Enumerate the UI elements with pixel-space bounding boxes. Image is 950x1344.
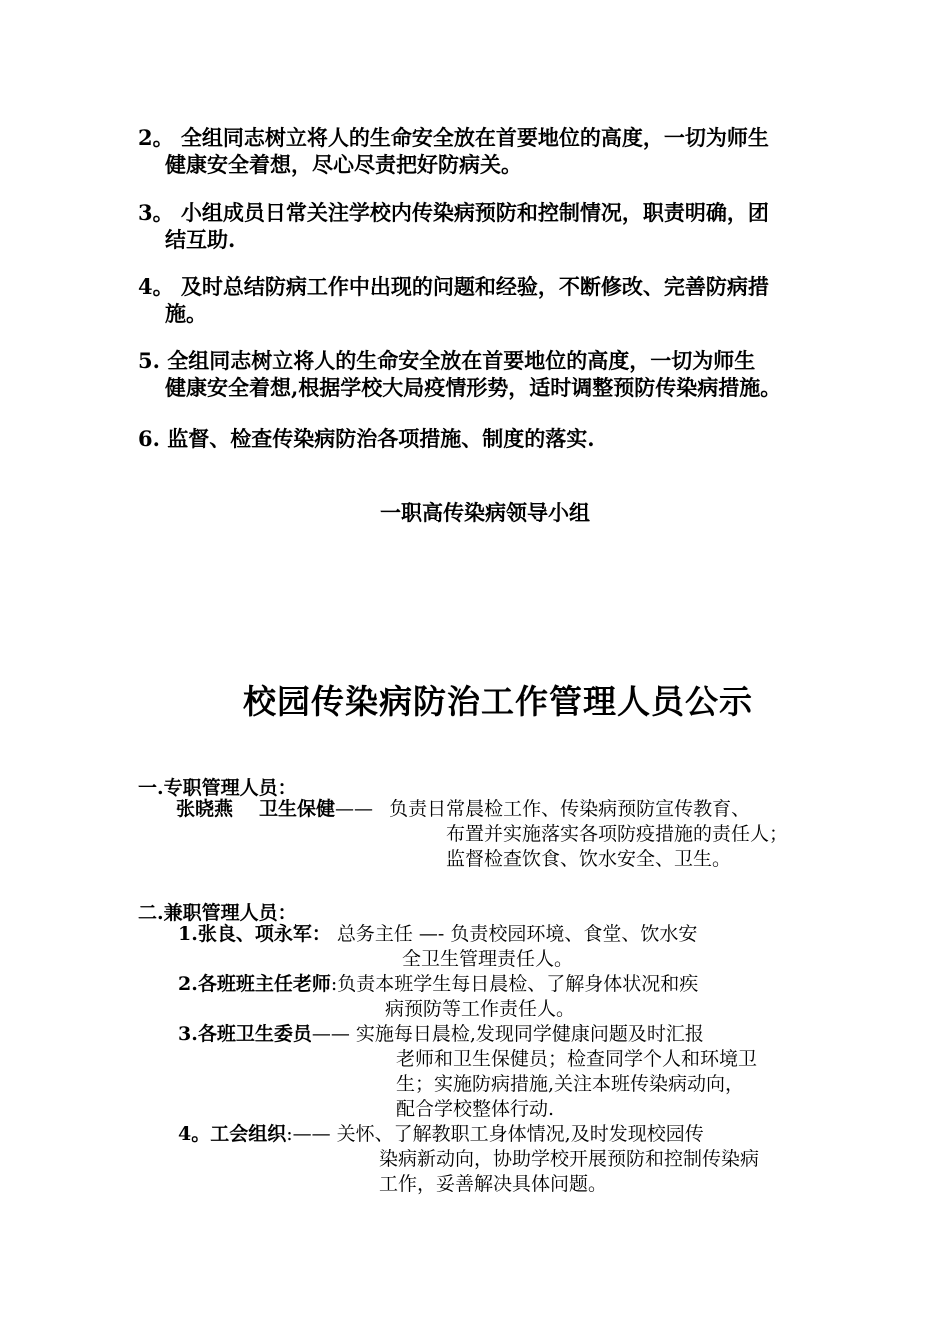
- list-item: [138, 124, 769, 178]
- duty-text: 老师和卫生保健员；检查同学个人和环境卫: [396, 1048, 758, 1070]
- duty-text: 工作，妥善解决具体问题。: [379, 1173, 608, 1195]
- duty-text: 配合学校整体行动.: [396, 1098, 555, 1120]
- staff-label: 1.张良、项永军：: [178, 923, 331, 945]
- staff-label: 4。工会组织: [178, 1123, 287, 1145]
- list-item-line: 6. 监督、检查传染病防治各项措施、制度的落实.: [138, 426, 595, 451]
- list-item-line: 健康安全着想，尽心尽责把好防病关。: [165, 152, 522, 177]
- duty-text: 病预防等工作责任人。: [385, 998, 576, 1020]
- list-item: [138, 273, 769, 327]
- duty-text: 监督检查饮食、饮水安全、卫生。: [446, 848, 732, 870]
- list-item-line: 3。 小组成员日常关注学校内传染病预防和控制情况，职责明确，团: [138, 200, 769, 225]
- duty-text: 布置并实施落实各项防疫措施的责任人；: [446, 823, 789, 845]
- duty-text: 负责日常晨检工作、传染病预防宣传教育、: [389, 798, 751, 820]
- list-item-line: 结互助.: [165, 227, 236, 252]
- staff-row: [178, 922, 697, 947]
- duty-text: 全卫生管理责任人。: [402, 948, 574, 970]
- list-item: [138, 425, 595, 452]
- section-heading: 二.兼职管理人员：: [138, 902, 297, 924]
- staff-role: 卫生保健: [259, 798, 336, 820]
- list-item: [138, 199, 769, 253]
- signature: 一职高传染病领导小组: [380, 500, 590, 525]
- staff-row: [178, 972, 698, 997]
- duty-text: :负责本班学生每日晨检、了解身体状况和疾: [330, 973, 699, 995]
- staff-label: 3.各班卫生委员: [178, 1023, 312, 1045]
- duty-text: :—— 关怀、了解教职工身体情况,及时发现校园传: [286, 1123, 704, 1145]
- list-item-line: 2。 全组同志树立将人的生命安全放在首要地位的高度，一切为师生: [138, 125, 769, 150]
- list-item-line: 施。: [165, 301, 207, 326]
- staff-name: 张晓燕: [176, 798, 234, 820]
- staff-row: [178, 1122, 704, 1147]
- list-item-line: 5. 全组同志树立将人的生命安全放在首要地位的高度，一切为师生: [138, 348, 756, 373]
- list-item-line: 健康安全着想,根据学校大局疫情形势，适时调整预防传染病措施。: [165, 375, 782, 400]
- list-item: [138, 347, 781, 401]
- staff-row: [176, 797, 750, 822]
- staff-row: [178, 1022, 704, 1047]
- list-item-line: 4。 及时总结防病工作中出现的问题和经验，不断修改、完善防病措: [138, 274, 769, 299]
- duty-text: —— 实施每日晨检,发现同学健康问题及时汇报: [311, 1023, 704, 1045]
- duty-text: 总务主任 —- 负责校园环境、食堂、饮水安: [330, 923, 698, 945]
- separator-dash: ——: [335, 798, 380, 820]
- staff-label: 2.各班班主任老师: [178, 973, 331, 995]
- duty-text: 生；实施防病措施,关注本班传染病动向，: [396, 1073, 745, 1095]
- page-title: 校园传染病防治工作管理人员公示: [243, 682, 753, 721]
- duty-text: 染病新动向，协助学校开展预防和控制传染病: [379, 1148, 760, 1170]
- section-heading: 一.专职管理人员：: [138, 777, 297, 799]
